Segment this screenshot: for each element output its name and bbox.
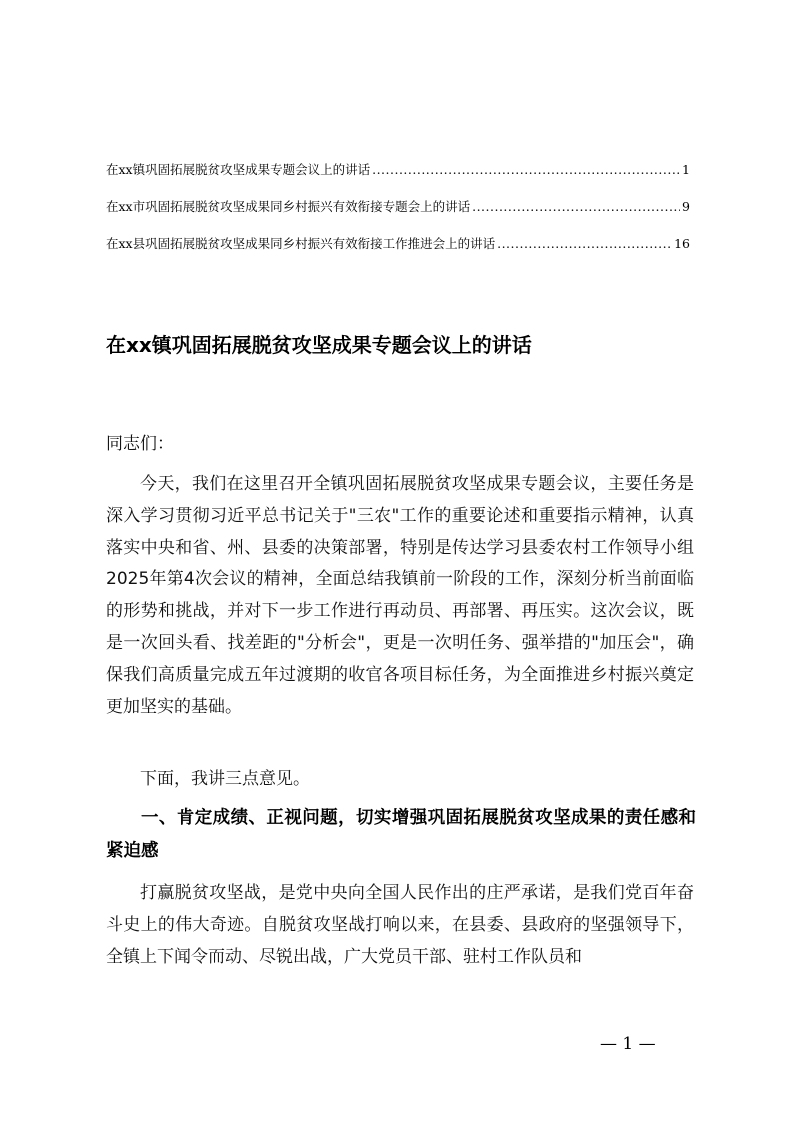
toc-leader-dots — [372, 160, 680, 180]
table-of-contents — [106, 160, 690, 271]
paragraph-achievements: 打赢脱贫攻坚战，是党中央向全国人民作出的庄严承诺，是我们党百年奋斗史上的伟大奇迹。自脱贫攻坚战打响以来，在县委、县政府的坚强领导下，全镇上下闻令而动、尽锐出战，广大党员干部、驻村工作队员和 — [106, 883, 694, 967]
page-number: — 1 — — [600, 1034, 656, 1054]
toc-entry[interactable] — [106, 234, 690, 271]
paragraph-transition: 下面，我讲三点意见。 — [140, 769, 310, 789]
paragraph-intro: 今天，我们在这里召开全镇巩固拓展脱贫攻坚成果专题会议，主要任务是深入学习贯彻习近平总书记关于"三农"工作的重要论述和重要指示精神，认真落实中央和省、州、县委的决策部署，特别是传达学习县委农村工作领导小组2025年第4次会议的精神，全面总结我镇前一阶段的工作，深刻分析当前面临的形势和挑战，并对下一步工作进行再动员、再部署、再压实。这次会议，既是一次回头看、找差距的"分析会"，更是一次明任务、强举措的"加压会"，确保我们高质量完成五年过渡期的收官各项目标任务，为全面推进乡村振兴奠定更加坚实的基础。 — [106, 474, 694, 717]
toc-entry[interactable] — [106, 197, 690, 234]
toc-entry-title: 在xx市巩固拓展脱贫攻坚成果同乡村振兴有效衔接专题会上的讲话 — [106, 199, 471, 214]
salutation: 同志们： — [106, 434, 174, 454]
toc-entry-title: 在xx县巩固拓展脱贫攻坚成果同乡村振兴有效衔接工作推进会上的讲话 — [106, 236, 496, 251]
document-heading: 在xx镇巩固拓展脱贫攻坚成果专题会议上的讲话 — [106, 333, 532, 357]
toc-entry-page: 9 — [682, 199, 690, 214]
toc-entry-title: 在xx镇巩固拓展脱贫攻坚成果专题会议上的讲话 — [106, 162, 371, 177]
section-heading: 一、肯定成绩、正视问题，切实增强巩固拓展脱贫攻坚成果的责任感和紧迫感 — [106, 808, 696, 861]
toc-leader-dots — [497, 234, 672, 254]
toc-leader-dots — [472, 197, 680, 217]
toc-entry-page: 16 — [674, 236, 690, 251]
toc-entry[interactable] — [106, 160, 690, 197]
toc-entry-page: 1 — [682, 162, 690, 177]
